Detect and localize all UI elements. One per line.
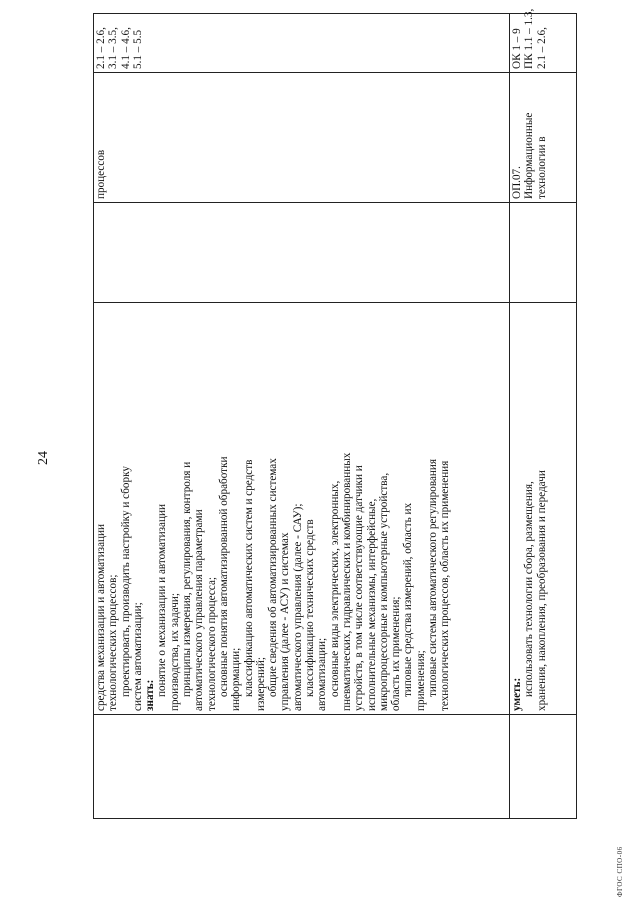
text-line: управления (далее - АСУ) и системах [279, 532, 292, 711]
text-line: принципы измерения, регулирования, контроля и [181, 461, 194, 697]
discipline-cell [510, 73, 577, 203]
text-line: использовать технологии сбора, размещения, [523, 481, 536, 697]
text-line: Информационные [523, 112, 536, 199]
text-line: 5.1 – 5.5 [131, 29, 144, 69]
competency-cell [510, 8, 577, 73]
text-line: область их применения; [390, 596, 403, 711]
text-line: ОК 1 – 9 [511, 28, 523, 69]
text-line: систем автоматизации; [131, 602, 144, 711]
text-line: понятие о механизации и автоматизации [156, 504, 169, 697]
text-line: исполнительные механизмы, интерфейсные, [365, 498, 378, 711]
code-cell [510, 715, 577, 819]
text-line: технологии в [535, 136, 548, 199]
content-text [511, 306, 548, 711]
text-line: 2.1 – 2.6, [95, 27, 107, 69]
text-line: типовые системы автоматического регулирования [427, 458, 440, 697]
hours-cell [94, 203, 510, 303]
discipline-cell [94, 73, 510, 203]
text-line: 3.1 – 3.5, [107, 27, 120, 69]
text-line: автоматизации; [316, 637, 329, 711]
text-line: классификацию автоматических систем и средств [242, 459, 255, 697]
text-line: 4.1 – 4.6, [119, 27, 132, 69]
text-line: применения; [414, 650, 427, 711]
text-line: технологических процессов; [107, 574, 120, 711]
competency-text [511, 8, 548, 69]
content-cell [510, 303, 577, 715]
text-line: автоматического управления (далее - САУ); [291, 503, 304, 711]
text-line: автоматического управления параметрами [193, 509, 206, 711]
text-line: измерений; [254, 657, 267, 711]
footer-mark: ФГОС СПО-06 [616, 846, 624, 897]
text-line: ПК 1.1 – 1.3, [523, 8, 536, 69]
text-line: знать: [144, 679, 157, 711]
text-line: общие сведения об автоматизированных системах [267, 458, 280, 697]
text-line: классификацию технических средств [304, 519, 317, 697]
text-line: хранения, накопления, преобразования и передачи [535, 470, 548, 711]
curriculum-table [93, 8, 577, 819]
competency-cell [94, 14, 510, 73]
rotated-page [0, 5, 640, 905]
content-text [95, 306, 452, 711]
text-line: средства механизации и автоматизации [95, 523, 107, 711]
text-line: устройств, в том числе соответствующие датчики и [353, 465, 366, 711]
text-line: уметь: [511, 677, 523, 711]
text-line: технологических процессов, область их применения [439, 460, 452, 711]
discipline-text [511, 76, 548, 199]
text-line: ОП.07. [511, 166, 523, 199]
text-line: процессов [95, 149, 107, 199]
text-line: типовые средства измерений, область их [402, 502, 415, 697]
text-line: пневматических, гидравлических и комбинированных [340, 452, 353, 711]
code-cell [94, 715, 510, 819]
table-row [94, 14, 510, 819]
hours-cell [510, 203, 577, 303]
competency-text [95, 17, 144, 69]
text-line: технологического процесса; [205, 576, 218, 711]
table-row [510, 14, 577, 819]
text-line: микропроцессорные и компьютерные устройства, [377, 472, 390, 711]
text-line: основные виды электрических, электронных, [328, 480, 341, 697]
discipline-text [95, 76, 107, 199]
content-cell [94, 303, 510, 715]
text-line: проектировать, производить настройку и сборку [119, 466, 132, 697]
text-line: 2.1 – 2.6, [535, 27, 548, 69]
text-line: основные понятия автоматизированной обработки [217, 456, 230, 697]
text-line: информации; [230, 647, 243, 711]
page-number: 24 [36, 451, 51, 465]
text-line: производства, их задачи; [168, 593, 181, 711]
